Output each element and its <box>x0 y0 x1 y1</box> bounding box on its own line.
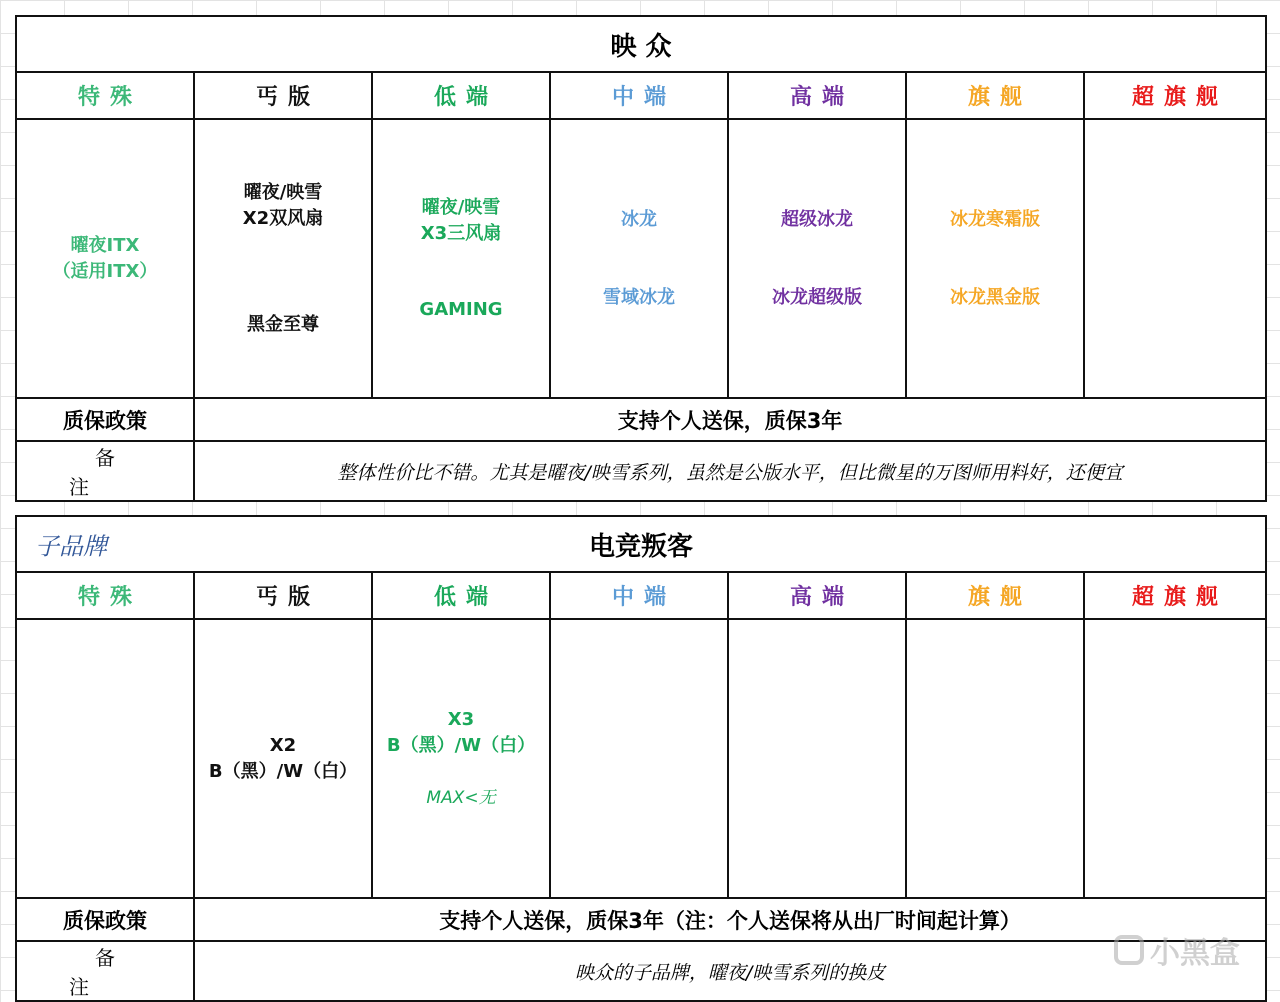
tier-budget: 丐版 <box>194 572 372 619</box>
tier-high: 高端 <box>728 72 906 119</box>
cell-budget <box>194 619 372 898</box>
product-line: 冰龙 <box>621 208 657 230</box>
table-title <box>16 16 1266 72</box>
product-line: 曜夜/映雪 <box>243 181 323 203</box>
cell-high <box>728 119 906 398</box>
table-title <box>16 516 1266 572</box>
note-label: 备注 <box>16 941 194 1001</box>
tier-super-flagship: 超旗舰 <box>1084 72 1266 119</box>
tier-flagship: 旗舰 <box>906 72 1084 119</box>
tier-flagship: 旗舰 <box>906 572 1084 619</box>
product-line: X2双风扇 <box>242 207 324 229</box>
product-line: B（黑）/W（白） <box>208 760 358 782</box>
policy-label: 质保政策 <box>16 398 194 441</box>
cell-high <box>728 619 906 898</box>
cell-super-flagship <box>1084 619 1266 898</box>
note-text: 映众的子品牌，曜夜/映雪系列的换皮 <box>194 941 1266 1001</box>
sub-brand-label: 子品牌 <box>35 532 107 561</box>
cell-special <box>16 119 194 398</box>
product-line: X3三风扇 <box>420 222 502 244</box>
policy-label: 质保政策 <box>16 898 194 941</box>
tier-high: 高端 <box>728 572 906 619</box>
tier-mid: 中端 <box>550 572 728 619</box>
product-line: 超级冰龙 <box>781 208 853 230</box>
cell-low <box>372 119 550 398</box>
cell-flagship <box>906 119 1084 398</box>
tier-low: 低端 <box>372 72 550 119</box>
brand-table-inno3d <box>15 15 1267 502</box>
product-line: 雪域冰龙 <box>603 286 675 308</box>
tier-low: 低端 <box>372 572 550 619</box>
watermark <box>1114 928 1240 972</box>
product-line: 冰龙黑金版 <box>950 286 1040 308</box>
product-line: B（黑）/W（白） <box>386 734 536 756</box>
product-line: 曜夜/映雪 <box>421 196 501 218</box>
product-note: MAX<无 <box>426 787 496 808</box>
product-line: （适用ITX） <box>52 260 158 282</box>
tier-special: 特殊 <box>16 72 194 119</box>
product-line: X2 <box>269 734 297 756</box>
note-label: 备注 <box>16 441 194 501</box>
note-text: 整体性价比不错。尤其是曜夜/映雪系列，虽然是公版水平，但比微星的万图师用料好，还便宜 <box>194 441 1266 501</box>
tier-special: 特殊 <box>16 572 194 619</box>
product-line: 曜夜ITX <box>70 234 140 256</box>
cell-super-flagship <box>1084 119 1266 398</box>
brand-name: 映 众 <box>610 31 672 62</box>
brand-table-manli-gamer <box>15 515 1267 1002</box>
product-line: 黑金至尊 <box>247 313 319 335</box>
cell-special <box>16 619 194 898</box>
cell-mid <box>550 619 728 898</box>
cell-mid <box>550 119 728 398</box>
cell-flagship <box>906 619 1084 898</box>
tier-mid: 中端 <box>550 72 728 119</box>
policy-text: 支持个人送保，质保3年 <box>194 398 1266 441</box>
product-line: 冰龙寒霜版 <box>950 208 1040 230</box>
tier-budget: 丐版 <box>194 72 372 119</box>
cell-low <box>372 619 550 898</box>
watermark-text: 小黑盒 <box>1150 936 1240 971</box>
product-line: 冰龙超级版 <box>772 286 862 308</box>
product-line: X3 <box>447 708 475 730</box>
policy-text: 支持个人送保，质保3年（注：个人送保将从出厂时间起计算） <box>194 898 1266 941</box>
brand-name: 电竞叛客 <box>589 531 694 562</box>
tier-super-flagship: 超旗舰 <box>1084 572 1266 619</box>
product-line: GAMING <box>419 298 503 320</box>
heybox-logo-icon <box>1114 935 1144 965</box>
cell-budget <box>194 119 372 398</box>
